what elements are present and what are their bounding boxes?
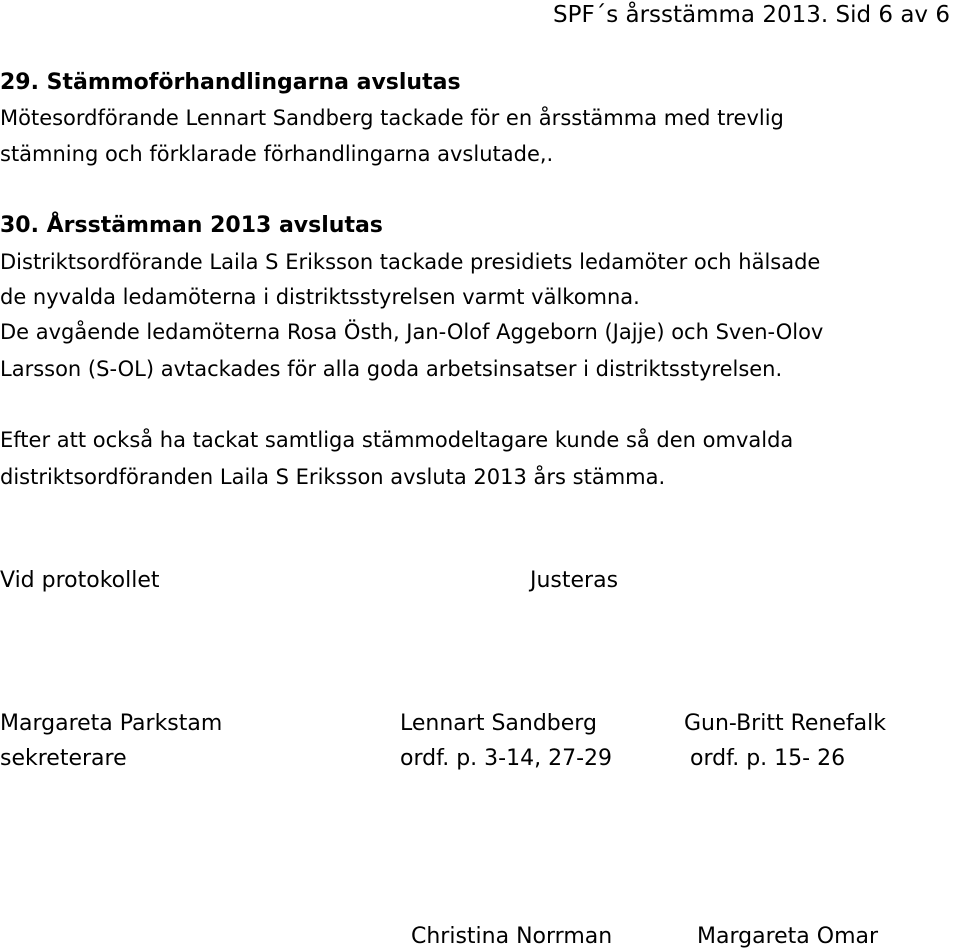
signer-name-2: Lennart Sandberg	[400, 711, 597, 736]
adjuster-name-2: Margareta Omar	[697, 924, 879, 949]
section-30-line-2: de nyvalda ledamöterna i distriktsstyrelsen varmt välkomna.	[0, 285, 640, 309]
signer-role-2: ordf. p. 3-14, 27-29	[400, 746, 613, 771]
section-29-line-2: stämning och förklarade förhandlingarna avslutade,.	[0, 142, 554, 166]
signer-name-1: Margareta Parkstam	[0, 711, 223, 736]
signer-role-3: ordf. p. 15- 26	[690, 746, 846, 771]
closing-line-1: Efter att också ha tackat samtliga stämmodeltagare kunde så den omvalda	[0, 428, 794, 452]
page-header: SPF´s årsstämma 2013. Sid 6 av 6	[553, 2, 950, 28]
adjuster-name-1: Christina Norrman	[411, 924, 613, 949]
section-30-heading: 30. Årsstämman 2013 avslutas	[0, 213, 383, 238]
signer-role-1: sekreterare	[0, 746, 127, 771]
label-vid-protokollet: Vid protokollet	[0, 568, 160, 593]
section-30-line-4: Larsson (S-OL) avtackades för alla goda arbetsinsatser i distriktsstyrelsen.	[0, 357, 783, 381]
section-30-line-1: Distriktsordförande Laila S Eriksson tackade presidiets ledamöter och hälsade	[0, 250, 821, 274]
section-30-line-3: De avgående ledamöterna Rosa Östh, Jan-Olof Aggeborn (Jajje) och Sven-Olov	[0, 320, 824, 344]
closing-line-2: distriktsordföranden Laila S Eriksson avsluta 2013 års stämma.	[0, 465, 666, 489]
section-29-heading: 29. Stämmoförhandlingarna avslutas	[0, 70, 461, 95]
section-29-line-1: Mötesordförande Lennart Sandberg tackade för en årsstämma med trevlig	[0, 106, 784, 130]
signer-name-3: Gun-Britt Renefalk	[684, 711, 886, 736]
label-justeras: Justeras	[530, 568, 619, 593]
